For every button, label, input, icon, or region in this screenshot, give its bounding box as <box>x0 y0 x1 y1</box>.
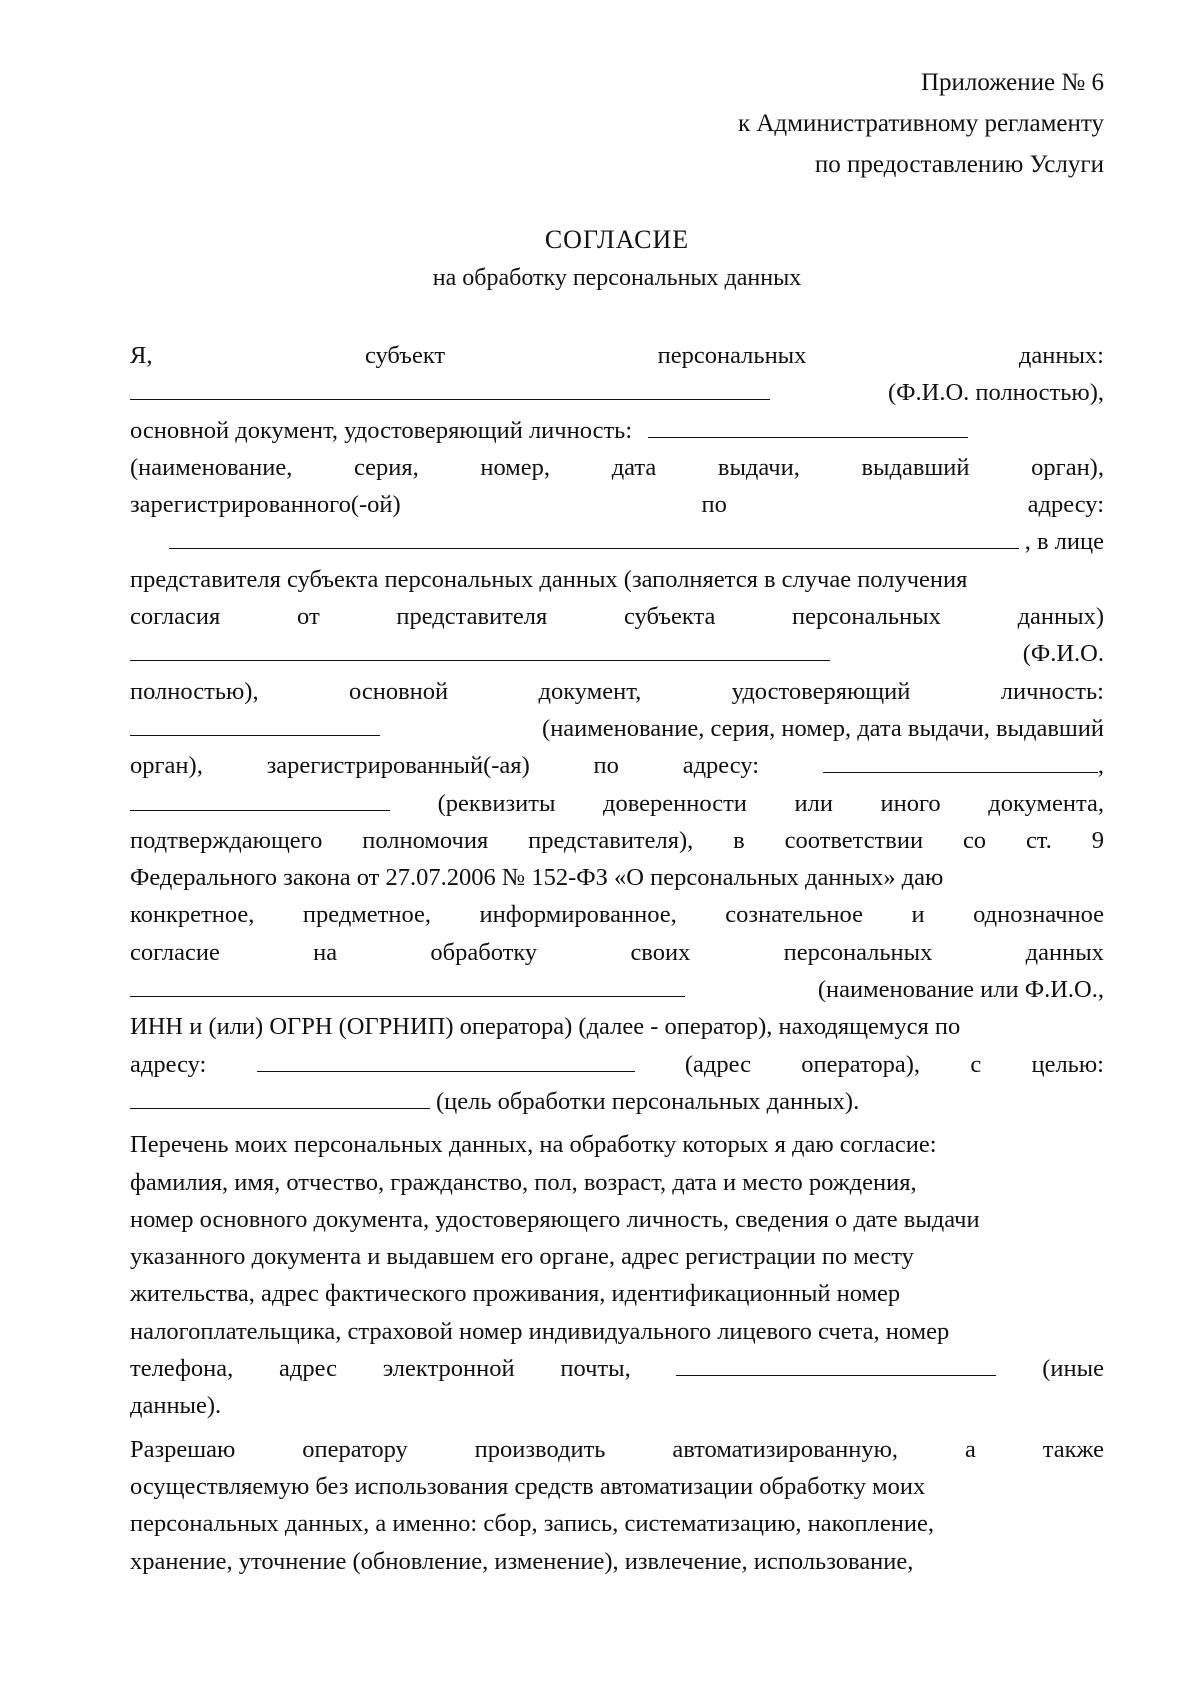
line <box>130 635 1104 672</box>
word: или <box>794 789 833 817</box>
word: почты, <box>560 1355 631 1383</box>
consent-paragraph-2 <box>130 1126 1104 1424</box>
id-document-blank[interactable] <box>648 436 968 438</box>
word: а <box>964 1435 976 1463</box>
text-line: фамилия, имя, отчество, гражданство, пол, возраст, дата и место рождения, <box>130 1168 917 1196</box>
line <box>130 561 1104 598</box>
word: орган), <box>130 752 203 780</box>
consent-paragraph-3 <box>130 1431 1104 1580</box>
word: документ, <box>538 677 642 705</box>
line <box>130 1468 1104 1505</box>
word: представителя), <box>528 826 694 854</box>
line <box>130 859 1104 896</box>
line <box>130 710 1104 747</box>
line <box>130 374 1104 411</box>
power-of-attorney-blank[interactable] <box>130 809 390 811</box>
word: целью: <box>1031 1050 1104 1078</box>
fio-hint: (Ф.И.О. <box>1022 640 1104 668</box>
other-data-blank[interactable] <box>676 1374 996 1376</box>
text-line: Федерального закона от 27.07.2006 № 152-ФЗ «О персональных данных» даю <box>130 864 944 892</box>
line <box>130 971 1104 1008</box>
word: персональных <box>792 603 941 631</box>
word: выдачи, <box>717 453 800 481</box>
line <box>130 1543 1104 1580</box>
word: в <box>733 826 745 854</box>
line <box>130 1201 1104 1238</box>
word: полномочия <box>362 826 489 854</box>
word: конкретное, <box>130 901 255 929</box>
line <box>130 822 1104 859</box>
word: информированное, <box>479 901 677 929</box>
line <box>130 412 1104 449</box>
word: соответствии <box>784 826 924 854</box>
text-line: жительства, адрес фактического проживания, идентификационный номер <box>130 1280 901 1308</box>
word: подтверждающего <box>130 826 323 854</box>
document-title: СОГЛАСИЕ <box>544 225 690 254</box>
line <box>130 337 1104 374</box>
word: орган), <box>1031 453 1104 481</box>
word: данных <box>1025 938 1104 966</box>
word: (иные <box>1042 1355 1104 1383</box>
line <box>130 934 1104 971</box>
word: зарегистрированный(-ая) <box>266 752 530 780</box>
word: основной <box>348 677 449 705</box>
text-line: персональных данных, а именно: сбор, запись, систематизацию, накопление, <box>130 1510 934 1538</box>
text-line: номер основного документа, удостоверяющего личность, сведения о дате выдачи <box>130 1205 980 1233</box>
word: представителя <box>396 603 548 631</box>
line <box>130 598 1104 635</box>
word: Разрешаю <box>130 1435 236 1463</box>
line <box>130 523 1104 560</box>
line <box>130 1083 1104 1120</box>
line <box>130 1431 1104 1468</box>
purpose-blank[interactable] <box>130 1107 430 1109</box>
line <box>130 673 1104 710</box>
word: личность: <box>1000 677 1104 705</box>
word: зарегистрированного(-ой) <box>130 491 401 519</box>
text-line: хранение, уточнение (обновление, изменение), извлечение, использование, <box>130 1547 914 1575</box>
line <box>130 1046 1104 1083</box>
word: от <box>297 603 320 631</box>
word: (наименование, <box>130 453 293 481</box>
word: субъекта <box>623 603 716 631</box>
representative-id-blank[interactable] <box>130 734 380 736</box>
line <box>130 1313 1104 1350</box>
word: производить <box>474 1435 606 1463</box>
word: (адрес <box>684 1050 751 1078</box>
word: согласия <box>130 603 221 631</box>
word: 9 <box>1091 826 1104 854</box>
text-line: данные). <box>130 1392 222 1420</box>
word: оператору <box>302 1435 408 1463</box>
word: сознательное <box>725 901 863 929</box>
line <box>130 1275 1104 1312</box>
word: данных) <box>1017 603 1104 631</box>
word: также <box>1042 1435 1104 1463</box>
operator-name-blank[interactable] <box>130 995 685 997</box>
line <box>130 1350 1104 1387</box>
word: серия, <box>353 453 419 481</box>
text-line: налогоплательщика, страховой номер индивидуального лицевого счета, номер <box>130 1317 950 1345</box>
word: и <box>911 901 925 929</box>
word: со <box>962 826 987 854</box>
word: иного <box>880 789 941 817</box>
word: дата <box>611 453 657 481</box>
word: оператора), <box>801 1050 921 1078</box>
fio-blank[interactable] <box>130 398 770 400</box>
line <box>130 747 1104 784</box>
text-line: ИНН и (или) ОГРН (ОГРНИП) оператора) (далее - оператор), находящемуся по <box>130 1013 961 1041</box>
appendix-number: Приложение № 6 <box>920 69 1104 96</box>
line <box>130 1126 1104 1163</box>
word: документа, <box>988 789 1104 817</box>
operator-name-hint: (наименование или Ф.И.О., <box>817 976 1104 1004</box>
consent-paragraph-1 <box>130 337 1104 1120</box>
word: своих <box>630 938 691 966</box>
comma: , <box>1097 752 1104 780</box>
word: с <box>970 1050 982 1078</box>
word: адресу: <box>682 752 760 780</box>
word: доверенности <box>602 789 747 817</box>
representative-fio-blank[interactable] <box>130 659 830 661</box>
id-document-label: основной документ, удостоверяющий личность: <box>130 416 633 444</box>
text-line: указанного документа и выдавшем его органе, адрес регистрации по месту <box>130 1243 914 1271</box>
word: персональных <box>783 938 933 966</box>
line <box>130 1387 1104 1424</box>
operator-address-blank[interactable] <box>257 1070 635 1072</box>
line <box>130 1164 1104 1201</box>
text-line: Перечень моих персональных данных, на обработку которых я даю согласие: <box>130 1131 937 1159</box>
word: адресу: <box>1027 491 1104 519</box>
word: однозначное <box>973 901 1104 929</box>
word: (реквизиты <box>437 789 556 817</box>
word: персональных <box>657 342 807 369</box>
word: номер, <box>480 453 551 481</box>
address-blank[interactable] <box>169 547 1019 549</box>
word: адресу: <box>130 1050 207 1078</box>
word: выдавший <box>861 453 970 481</box>
word: полностью), <box>130 677 259 705</box>
appendix-header <box>130 62 1104 185</box>
word: обработку <box>430 938 538 966</box>
line <box>130 896 1104 933</box>
in-person-text: , в лице <box>1024 528 1104 556</box>
word: Я, <box>130 342 153 369</box>
word: субъект <box>364 342 446 369</box>
id-hint: (наименование, серия, номер, дата выдачи, выдавший <box>542 714 1104 742</box>
word: по <box>701 491 727 519</box>
line <box>130 1238 1104 1275</box>
text-line: представителя субъекта персональных данных (заполняется в случае получения <box>130 565 968 593</box>
word: данных: <box>1018 342 1104 369</box>
word: согласие <box>130 938 220 966</box>
word: электронной <box>382 1355 515 1383</box>
appendix-reference: к Административному регламенту <box>737 110 1104 137</box>
word: ст. <box>1025 826 1052 854</box>
word: предметное, <box>302 901 432 929</box>
word: удостоверяющий <box>731 677 911 705</box>
appendix-service: по предоставлению Услуги <box>814 151 1104 178</box>
document-title-block <box>130 219 1104 295</box>
line <box>130 486 1104 523</box>
line <box>130 785 1104 822</box>
word: телефона, <box>130 1355 234 1383</box>
word: адрес <box>279 1355 337 1383</box>
word: автоматизированную, <box>672 1435 899 1463</box>
representative-address-blank[interactable] <box>823 771 1098 773</box>
word: на <box>313 938 338 966</box>
document-subtitle: на обработку персональных данных <box>432 265 802 291</box>
word: по <box>593 752 619 780</box>
line <box>130 449 1104 486</box>
text-line: осуществляемую без использования средств автоматизации обработку моих <box>130 1472 926 1500</box>
purpose-hint: (цель обработки персональных данных). <box>436 1087 860 1115</box>
line <box>130 1505 1104 1542</box>
line <box>130 1008 1104 1045</box>
fio-hint: (Ф.И.О. полностью), <box>888 379 1104 407</box>
